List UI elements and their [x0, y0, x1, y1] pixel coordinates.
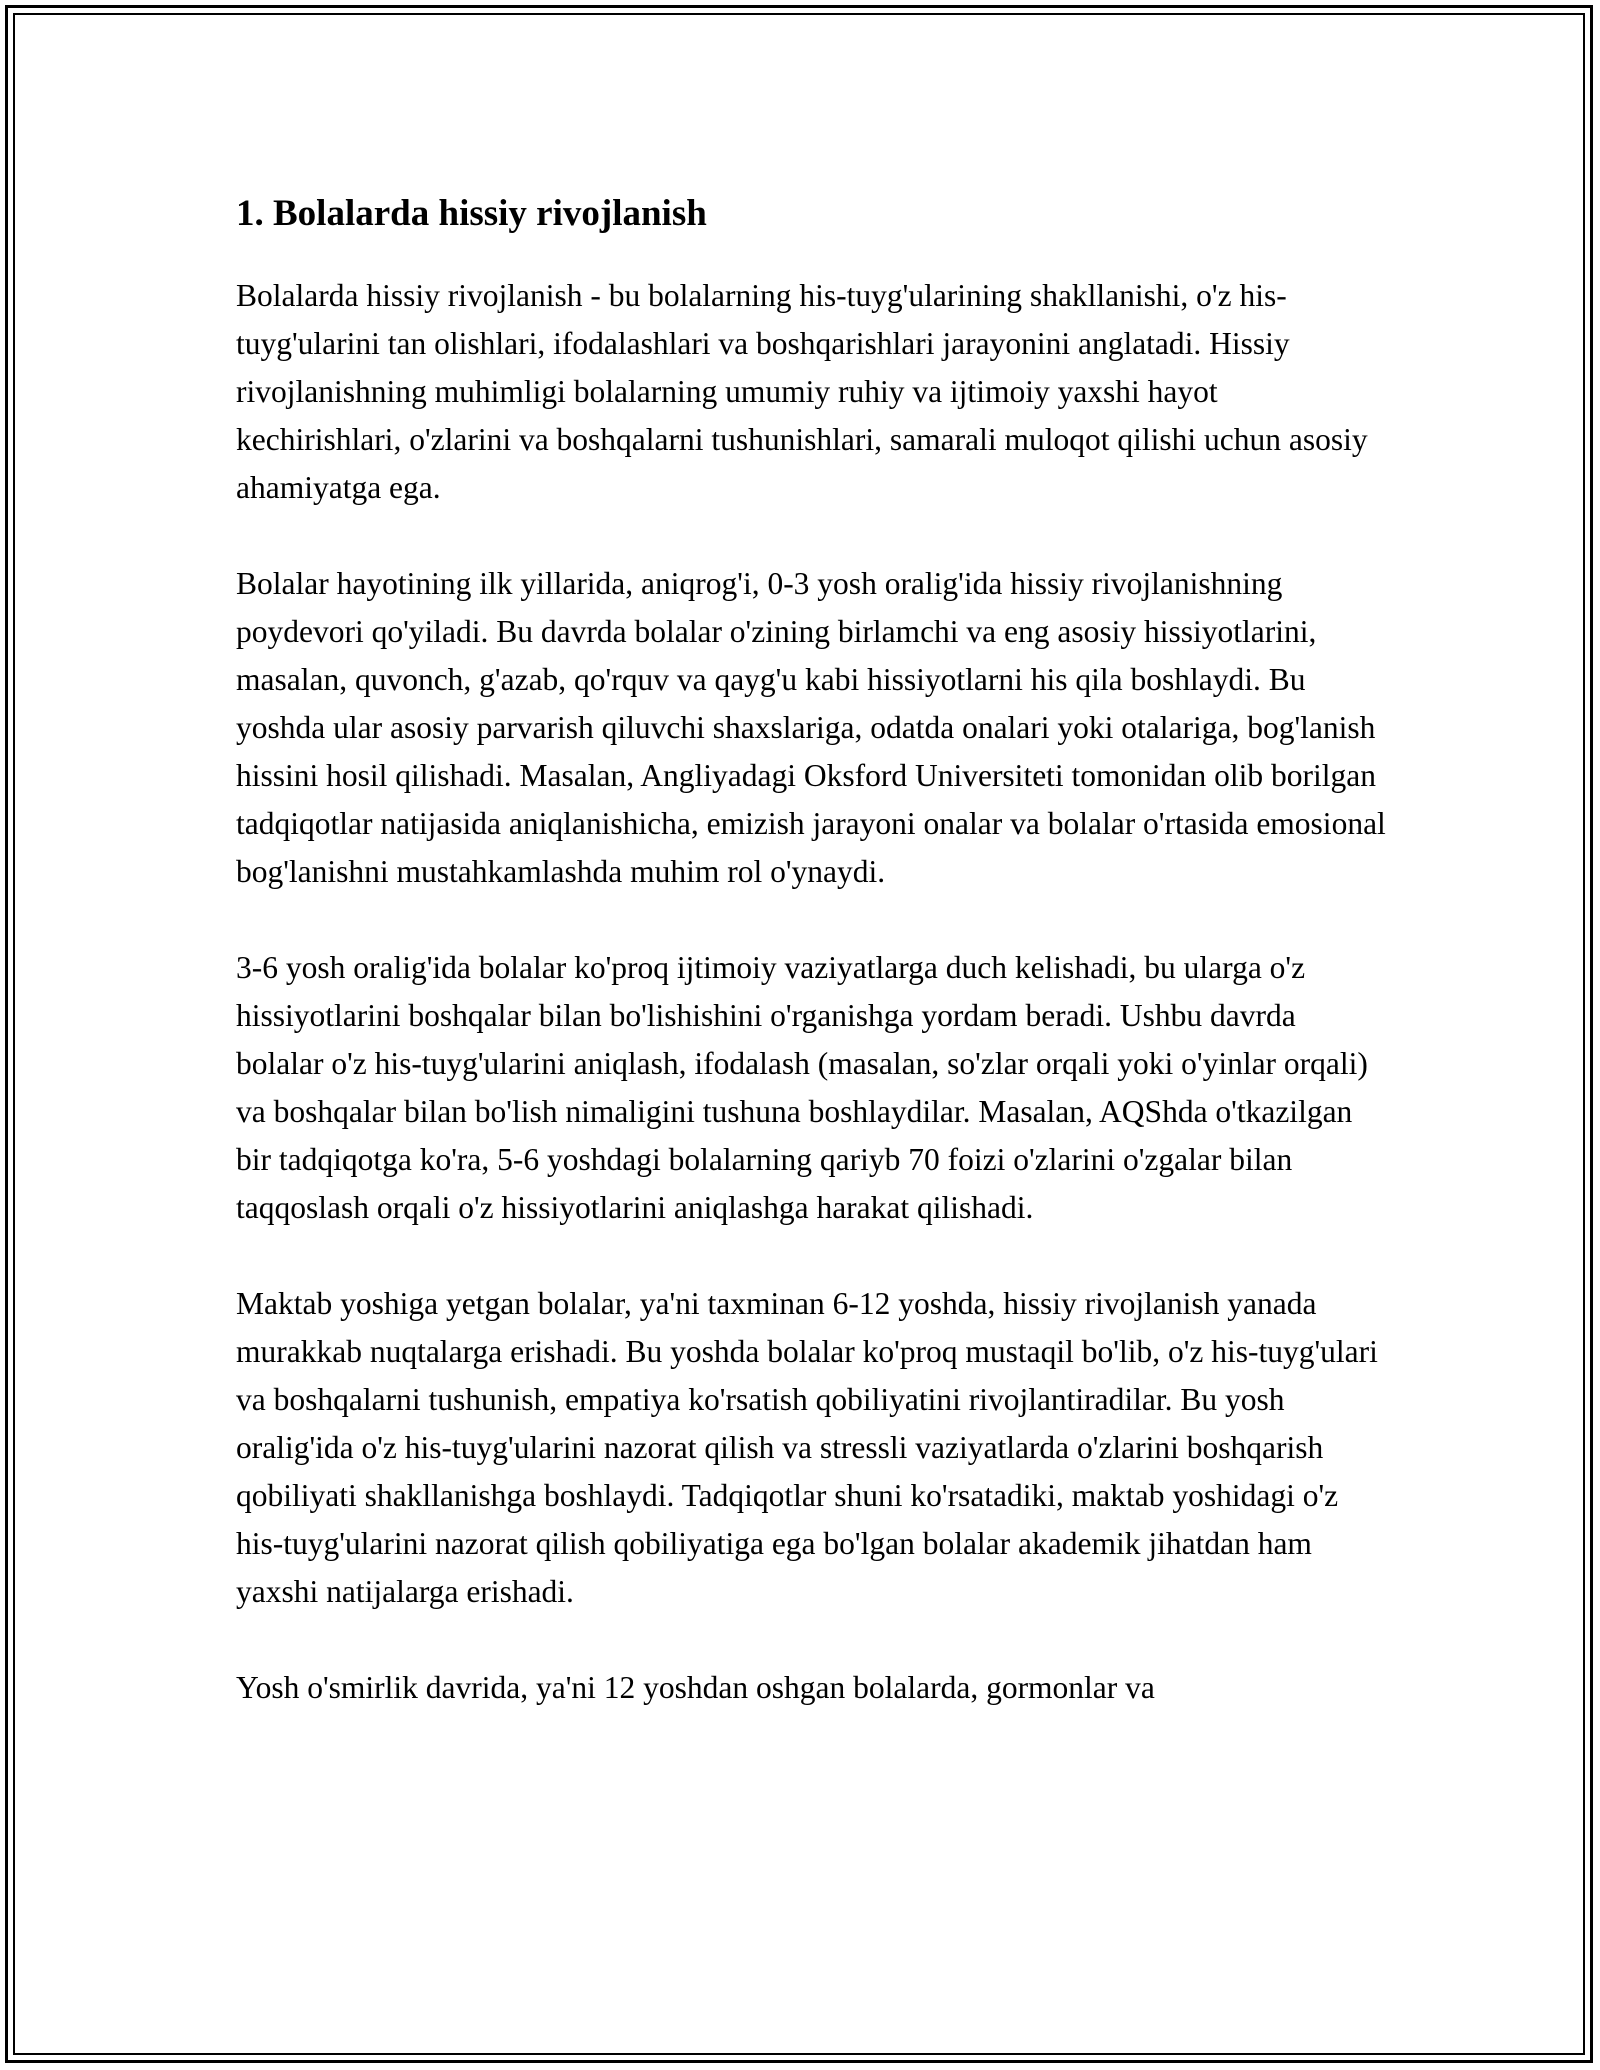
paragraph-3: 3-6 yosh oralig'ida bolalar ko'proq ijtimoiy vaziyatlarga duch kelishadi, bu ularga o'z hissiyotlarini boshqalar bilan bo'lishishini o'rganishga yordam beradi. Ushbu davrda bolalar o'z his-tuyg'ularini aniqlash, ifodalash (masalan, so'zlar orqali yoki o'yinlar orqali) va boshqalar bilan bo'lish nimaligini tushuna boshlaydilar. Masalan, AQShda o'tkazilgan bir tadqiqotga ko'ra, 5-6 yoshdagi bolalarning qariyb 70 foizi o'zlarini o'zgalar bilan taqqoslash orqali o'z hissiyotlarini aniqlashga harakat qilishadi.: [236, 950, 1368, 1225]
paragraph-4: Maktab yoshiga yetgan bolalar, ya'ni taxminan 6-12 yoshda, hissiy rivojlanish yanada murakkab nuqtalarga erishadi. Bu yoshda bolalar ko'proq mustaqil bo'lib, o'z his-tuyg'ulari va boshqalarni tushunish, empatiya ko'rsatish qobiliyatini rivojlantiradilar. Bu yosh oralig'ida o'z his-tuyg'ularini nazorat qilish va stressli vaziyatlarda o'zlarini boshqarish qobiliyati shakllanishga boshlaydi. Tadqiqotlar shuni ko'rsatadiki, maktab yoshidagi o'z his-tuyg'ularini nazorat qilish qobiliyatiga ega bo'lgan bolalar akademik jihatdan ham yaxshi natijalarga erishadi.: [236, 1286, 1378, 1609]
paragraph-5: Yosh o'smirlik davrida, ya'ni 12 yoshdan oshgan bolalarda, gormonlar va: [236, 1670, 1155, 1705]
paragraph-2: Bolalar hayotining ilk yillarida, aniqrog'i, 0-3 yosh oralig'ida hissiy rivojlanishning poydevori qo'yiladi. Bu davrda bolalar o'zining birlamchi va eng asosiy hissiyotlarini, masalan, quvonch, g'azab, qo'rquv va qayg'u kabi hissiyotlarni his qila boshlaydi. Bu yoshda ular asosiy parvarish qiluvchi shaxslariga, odatda onalari yoki otalariga, bog'lanish hissini hosil qilishadi. Masalan, Angliyadagi Oksford Universiteti tomonidan olib borilgan tadqiqotlar natijasida aniqlanishicha, emizish jarayoni onalar va bolalar o'rtasida emosional bog'lanishni mustahkamlashda muhim rol o'ynaydi.: [236, 566, 1386, 889]
paragraph-1: Bolalarda hissiy rivojlanish - bu bolalarning his-tuyg'ularining shakllanishi, o'z his-tuyg'ularini tan olishlari, ifodalashlari va boshqarishlari jarayonini anglatadi. Hissiy rivojlanishning muhimligi bolalarning umumiy ruhiy va ijtimoiy yaxshi hayot kechirishlari, o'zlarini va boshqalarni tushunishlari, samarali muloqot qilishi uchun asosiy ahamiyatga ega.: [236, 278, 1368, 505]
section-heading: 1. Bolalarda hissiy rivojlanish: [236, 193, 707, 234]
document-body: [236, 186, 1386, 1760]
